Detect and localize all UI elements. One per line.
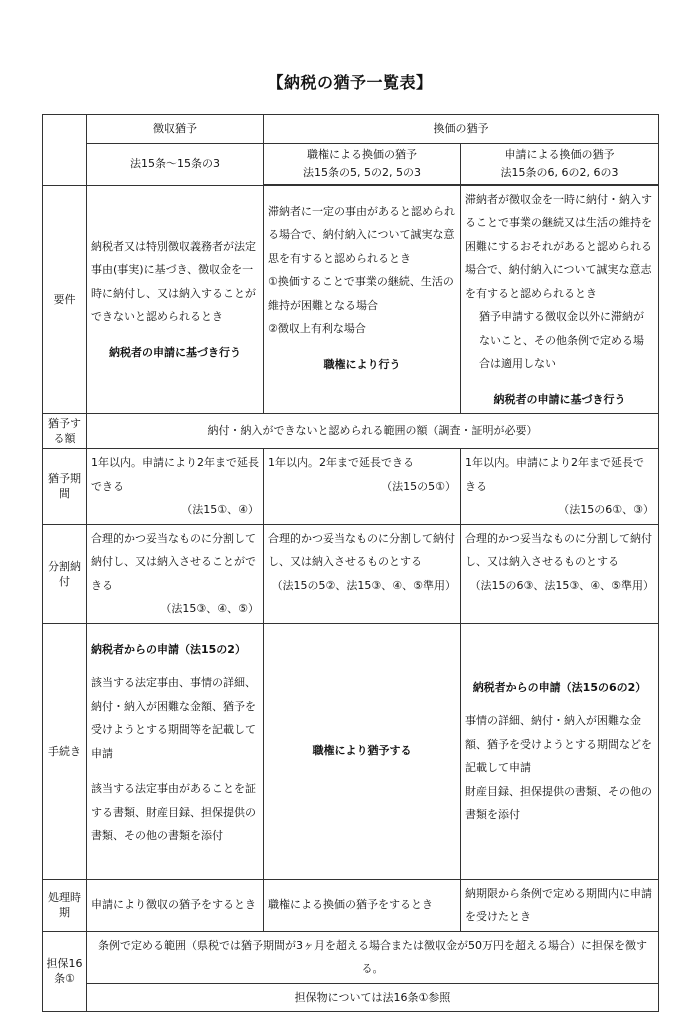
- label-installment: 分割納付: [43, 524, 87, 623]
- period-col1: [87, 449, 264, 525]
- label-collateral: 担保16条①: [43, 931, 87, 1012]
- installment-col1-text: 合理的かつ妥当なものに分割して納付し、又は納入させることができる: [91, 531, 256, 592]
- row-period: [43, 449, 659, 525]
- amount-text: 納付・納入ができないと認められる範囲の額（調査・証明が必要）: [87, 414, 659, 449]
- timing-col1: 申請により徴収の猶予をするとき: [87, 879, 264, 931]
- row-requirements: [43, 185, 659, 414]
- header-row-1: [43, 115, 659, 144]
- period-col3-text: 1年以内。申請により2年まで延長できる: [465, 456, 644, 493]
- installment-col1: [87, 524, 264, 623]
- installment-col2: [264, 524, 461, 623]
- header-by-application: [461, 143, 659, 184]
- collateral-text2: 担保物については法16条①参照: [87, 983, 659, 1012]
- installment-col2-ref: （法15の5②、法15③、④、⑤準用）: [271, 578, 456, 592]
- procedure-col1-bold: 納税者からの申請（法15の2）: [91, 642, 246, 656]
- period-col1-ref: （法15①、④）: [181, 503, 259, 516]
- collateral-text1: 条例で定める範囲（県税では猶予期間が3ヶ月を超える場合または徴収金が50万円を超える場合）に担保を徴する。: [87, 931, 659, 983]
- page-title: 【納税の猶予一覧表】: [267, 73, 433, 92]
- req-col3-bold: 納税者の申請に基づき行う: [493, 392, 626, 406]
- req-col2-item1: ①換価することで事業の継続、生活の維持が困難となる場合: [268, 275, 454, 312]
- header-col2-law: 法15条の5, 5の2, 5の3: [303, 165, 421, 179]
- label-requirements: 要件: [43, 185, 87, 414]
- procedure-col1: [87, 623, 264, 879]
- procedure-col2: 職権により猶予する: [264, 623, 461, 879]
- procedure-col3-p2: 財産目録、担保提供の書類、その他の書類を添付: [465, 784, 652, 821]
- req-col2-item2: ②徴収上有利な場合: [268, 322, 366, 335]
- header-col1-law: 法15条～15条の3: [87, 143, 264, 185]
- row-collateral-1: [43, 931, 659, 983]
- procedure-col3: [461, 623, 659, 879]
- period-col2-ref: （法15の5①）: [381, 479, 456, 493]
- label-amount: 猶予する額: [43, 414, 87, 449]
- period-col2-text: 1年以内。2年まで延長できる: [268, 456, 414, 469]
- req-col2: [264, 185, 461, 414]
- period-col3-ref: （法15の6①、③）: [558, 503, 654, 516]
- period-col1-text: 1年以内。申請により2年まで延長できる: [91, 456, 259, 493]
- procedure-col3-bold: 納税者からの申請（法15の6の2）: [472, 680, 647, 694]
- corner-cell: [43, 115, 87, 186]
- procedure-col1-p2: 該当する法定事由があることを証する書類、財産目録、担保提供の書類、その他の書類を添付: [91, 782, 256, 842]
- timing-col3: 納期限から条例で定める期間内に申請を受けたとき: [461, 879, 659, 931]
- header-col2-title: 職権による換価の猶予: [307, 147, 417, 161]
- req-col3: [461, 185, 659, 414]
- req-col2-text: 滞納者に一定の事由があると認められる場合で、納付納入について誠実な意思を有すると認められるとき: [268, 204, 455, 265]
- period-col3: [461, 449, 659, 525]
- row-collateral-2: [43, 983, 659, 1012]
- req-col1-text: 納税者又は特別徴収義務者が法定事由(事実)に基づき、徴収金を一時に納付し、又は納入することができないと認められるとき: [91, 239, 256, 323]
- header-col3-law: 法15条の6, 6の2, 6の3: [500, 165, 619, 179]
- req-col3-text: 滞納者が徴収金を一時に納付・納入することで事業の継続又は生活の維持を困難にするおそれがあると認められる場合で、納付納入について誠実な意志を有すると認められるとき: [465, 192, 652, 300]
- row-amount: [43, 414, 659, 449]
- row-installment: [43, 524, 659, 623]
- procedure-col1-p1: 該当する法定事由、事情の詳細、納付・納入が困難な金額、猶予を受けようとする期間等を記載して申請: [91, 676, 256, 760]
- installment-col1-ref: （法15③、④、⑤）: [160, 602, 259, 615]
- installment-col3: [461, 524, 659, 623]
- header-col3-title: 申請による換価の猶予: [504, 147, 615, 161]
- header-conversion-deferral: 換価の猶予: [264, 115, 659, 144]
- header-row-2: [43, 143, 659, 184]
- timing-col2: 職権による換価の猶予をするとき: [264, 879, 461, 931]
- req-col1-bold: 納税者の申請に基づき行う: [109, 345, 241, 359]
- procedure-col3-p1: 事情の詳細、納付・納入が困難な金額、猶予を受けようとする期間などを記載して申請: [465, 714, 652, 774]
- req-col1: [87, 185, 264, 414]
- header-ex-officio: [264, 143, 461, 184]
- period-col2: [264, 449, 461, 525]
- row-timing: [43, 879, 659, 931]
- header-collection-deferral: 徴収猶予: [87, 115, 264, 144]
- installment-col3-ref: （法15の6③、法15③、④、⑤準用）: [469, 578, 654, 592]
- req-col3-text2: 猶予申請する徴収金以外に滞納がないこと、その他条例で定める場合は適用しない: [479, 310, 644, 370]
- label-period: 猶予期間: [43, 449, 87, 525]
- row-procedure: [43, 623, 659, 879]
- deferral-table: [42, 114, 659, 1012]
- label-procedure: 手続き: [43, 623, 87, 879]
- installment-col3-text: 合理的かつ妥当なものに分割して納付し、又は納入させるものとする: [465, 531, 652, 568]
- installment-col2-text: 合理的かつ妥当なものに分割して納付し、又は納入させるものとする: [268, 531, 455, 568]
- req-col2-bold: 職権により行う: [323, 357, 401, 371]
- label-timing: 処理時期: [43, 879, 87, 931]
